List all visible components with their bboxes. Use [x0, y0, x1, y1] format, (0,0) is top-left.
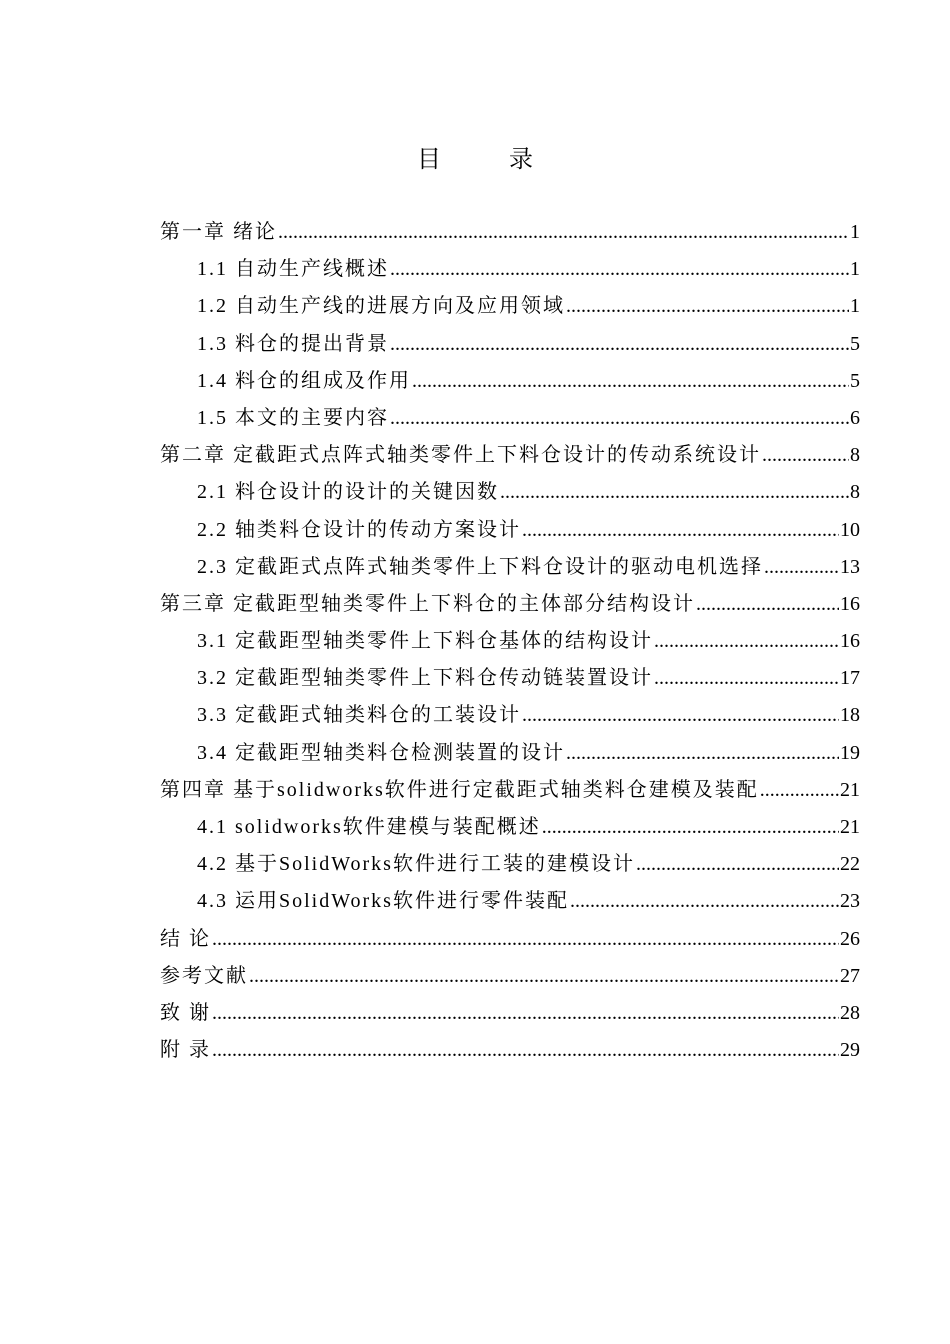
toc-entry-label: 1.2 自动生产线的进展方向及应用领域	[197, 295, 565, 318]
toc-section-entry[interactable]	[160, 697, 860, 734]
toc-chapter-entry[interactable]	[160, 1032, 860, 1069]
toc-chapter-entry[interactable]	[160, 958, 860, 995]
toc-page-number: 8	[850, 481, 860, 504]
toc-entry-label: 2.2 轴类料仓设计的传动方案设计	[197, 518, 521, 541]
toc-entry-label: 3.3 定截距式轴类料仓的工装设计	[197, 704, 521, 727]
toc-entry-label: 4.2 基于SolidWorks软件进行工装的建模设计	[197, 853, 635, 876]
toc-section-entry[interactable]	[160, 251, 860, 288]
toc-entry-label: 1.1 自动生产线概述	[197, 258, 389, 281]
toc-entry-label: 第一章 绪论	[160, 221, 277, 243]
toc-page-number: 27	[840, 964, 860, 987]
toc-leader-dots	[654, 623, 839, 660]
toc-section-entry[interactable]	[160, 474, 860, 511]
toc-section-entry[interactable]	[160, 549, 860, 586]
toc-entry-label: 第二章 定截距式点阵式轴类零件上下料仓设计的传动系统设计	[160, 444, 761, 467]
toc-entry-label: 附 录	[160, 1039, 211, 1062]
toc-section-entry[interactable]	[160, 623, 860, 660]
toc-page-number: 1	[850, 295, 860, 318]
toc-page-number: 21	[840, 778, 860, 801]
toc-leader-dots	[249, 958, 839, 995]
toc-entry-label: 结 论	[160, 927, 211, 950]
toc-entry-label: 第四章 基于solidworks软件进行定截距式轴类料仓建模及装配	[160, 778, 759, 801]
toc-entry-label: 2.3 定截距式点阵式轴类零件上下料仓设计的驱动电机选择	[197, 555, 763, 578]
toc-page-number: 10	[840, 518, 860, 541]
toc-section-entry[interactable]	[160, 809, 860, 846]
toc-page-number: 5	[850, 369, 860, 392]
toc-leader-dots	[566, 288, 849, 325]
toc-leader-dots	[390, 326, 849, 363]
toc-page-number: 5	[850, 332, 860, 355]
toc-entry-label: 3.2 定截距型轴类零件上下料仓传动链装置设计	[197, 667, 653, 690]
toc-entry-label: 第三章 定截距型轴类零件上下料仓的主体部分结构设计	[160, 592, 695, 615]
toc-section-entry[interactable]	[160, 512, 860, 549]
toc-page-number: 16	[840, 630, 860, 653]
toc-entry-label: 1.5 本文的主要内容	[197, 406, 389, 429]
toc-leader-dots	[760, 772, 839, 809]
toc-chapter-entry[interactable]	[160, 586, 860, 623]
toc-section-entry[interactable]	[160, 326, 860, 363]
toc-entry-label: 3.1 定截距型轴类零件上下料仓基体的结构设计	[197, 630, 653, 653]
toc-leader-dots	[522, 697, 839, 734]
toc-leader-dots	[522, 512, 839, 549]
toc-page-number: 19	[840, 741, 860, 764]
toc-entry-label: 2.1 料仓设计的设计的关键因数	[197, 481, 499, 504]
toc-leader-dots	[636, 846, 839, 883]
toc-leader-dots	[654, 660, 839, 697]
toc-leader-dots	[390, 400, 849, 437]
toc-entry-label: 4.3 运用SolidWorks软件进行零件装配	[197, 890, 569, 913]
toc-list	[160, 214, 860, 1069]
toc-leader-dots	[390, 251, 849, 288]
toc-leader-dots	[212, 995, 839, 1032]
toc-title: 目 录	[417, 147, 555, 173]
toc-leader-dots	[212, 921, 839, 958]
toc-section-entry[interactable]	[160, 883, 860, 920]
toc-page-number: 13	[840, 555, 860, 578]
toc-entry-label: 1.3 料仓的提出背景	[197, 332, 389, 355]
toc-leader-dots	[570, 883, 839, 920]
toc-chapter-entry[interactable]	[160, 995, 860, 1032]
toc-chapter-entry[interactable]	[160, 437, 860, 474]
toc-section-entry[interactable]	[160, 363, 860, 400]
toc-section-entry[interactable]	[160, 288, 860, 325]
toc-leader-dots	[696, 586, 839, 623]
toc-leader-dots	[566, 735, 839, 772]
toc-entry-label: 致 谢	[160, 1001, 211, 1024]
toc-page-number: 1	[850, 221, 860, 243]
toc-page-number: 17	[840, 667, 860, 690]
toc-leader-dots	[212, 1032, 839, 1069]
toc-section-entry[interactable]	[160, 846, 860, 883]
toc-chapter-entry[interactable]	[160, 772, 860, 809]
toc-leader-dots	[412, 363, 849, 400]
toc-section-entry[interactable]	[160, 400, 860, 437]
toc-page-number: 18	[840, 704, 860, 727]
toc-page-number: 21	[840, 816, 860, 838]
toc-entry-label: 1.4 料仓的组成及作用	[197, 369, 411, 392]
toc-leader-dots	[500, 474, 849, 511]
toc-entry-label: 参考文献	[160, 964, 248, 987]
toc-page-number: 6	[850, 406, 860, 429]
toc-chapter-entry[interactable]	[160, 214, 860, 251]
toc-leader-dots	[278, 214, 849, 251]
toc-chapter-entry[interactable]	[160, 921, 860, 958]
toc-page-number: 16	[840, 592, 860, 615]
toc-page-number: 28	[840, 1001, 860, 1024]
toc-page-number: 22	[840, 853, 860, 876]
toc-page-number: 1	[850, 258, 860, 281]
toc-page-number: 26	[840, 927, 860, 950]
toc-leader-dots	[762, 437, 849, 474]
toc-entry-label: 4.1 solidworks软件建模与装配概述	[197, 816, 541, 838]
toc-page-number: 29	[840, 1039, 860, 1062]
toc-section-entry[interactable]	[160, 735, 860, 772]
toc-page-number: 23	[840, 890, 860, 913]
toc-leader-dots	[542, 809, 839, 846]
toc-entry-label: 3.4 定截距型轴类料仓检测装置的设计	[197, 741, 565, 764]
toc-page-number: 8	[850, 444, 860, 467]
toc-section-entry[interactable]	[160, 660, 860, 697]
toc-leader-dots	[764, 549, 839, 586]
